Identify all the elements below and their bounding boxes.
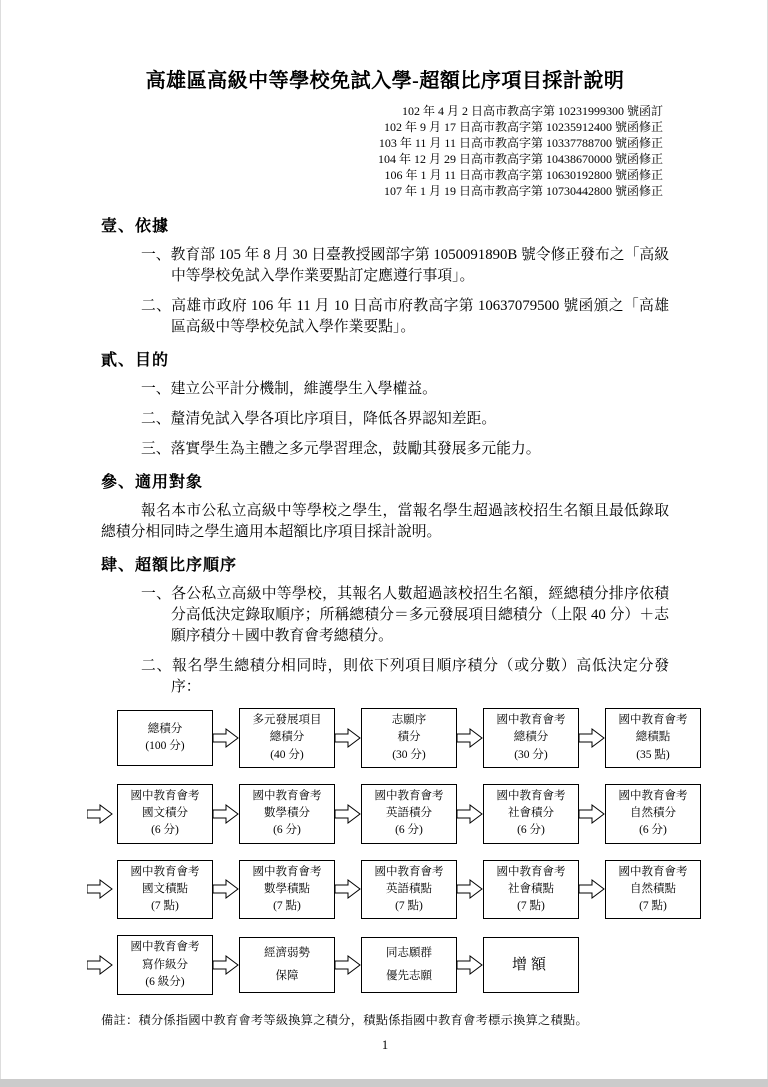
right-arrow-icon (335, 728, 361, 748)
flow-box-social-points: 國中教育會考 社會積點 (7 點) (483, 860, 579, 920)
right-arrow-icon (457, 955, 483, 975)
flow-row (117, 935, 701, 995)
flow-box-chinese-score: 國中教育會考 國文積分 (6 分) (117, 784, 213, 844)
right-arrow-icon (213, 804, 239, 824)
revision-dates (101, 103, 669, 199)
right-arrow-icon (335, 804, 361, 824)
flow-box-science-points: 國中教育會考 自然積點 (7 點) (605, 860, 701, 920)
list-item: 二、釐清免試入學各項比序項目，降低各界認知差距。 (141, 411, 497, 427)
date-line: 102 年 9 月 17 日高市教高字第 10235912400 號函修正 (383, 120, 663, 134)
right-arrow-icon (579, 879, 605, 899)
flow-box-additional-quota: 增額 (483, 937, 579, 993)
date-line: 106 年 1 月 11 日高市教高字第 10630192800 號函修正 (384, 168, 663, 182)
date-line: 104 年 12 月 29 日高市教高字第 10438670000 號函修正 (377, 152, 663, 166)
flow-box-social-score: 國中教育會考 社會積分 (6 分) (483, 784, 579, 844)
flow-box-preference-order: 志願序 積分 (30 分) (361, 708, 457, 768)
list-item: 一、各公私立高級中等學校，其報名人數超過該校招生名額，經總積分排序依積分高低決定錄取順序；所稱總積分＝多元發展項目總積分（上限 40 分）＋志願序積分＋國中教育會考總積分。 (141, 586, 669, 644)
right-arrow-icon (457, 804, 483, 824)
flow-box-math-points: 國中教育會考 數學積點 (7 點) (239, 860, 335, 920)
date-line: 103 年 11 月 11 日高市教高字第 10337788700 號函修正 (378, 136, 663, 150)
right-arrow-icon (213, 879, 239, 899)
section-heading-basis: 壹、依據 (101, 218, 170, 235)
date-line: 102 年 4 月 2 日高市教高字第 10231999300 號函訂 (401, 104, 663, 118)
priority-flowchart (117, 708, 701, 995)
flow-box-total-score: 總積分 (100 分) (117, 710, 213, 766)
viewer-bottom-edge (0, 1079, 768, 1087)
right-arrow-icon (457, 728, 483, 748)
flow-row (117, 784, 701, 844)
flow-box-exam-total-points: 國中教育會考 總積點 (35 點) (605, 708, 701, 768)
flow-box-economic-disadvantage: 經濟弱勢 保障 (239, 937, 335, 993)
right-arrow-icon (335, 955, 361, 975)
right-arrow-icon (87, 879, 113, 899)
section-heading-applicable: 參、適用對象 (101, 474, 204, 491)
flow-box-english-score: 國中教育會考 英語積分 (6 分) (361, 784, 457, 844)
section-heading-order: 肆、超額比序順序 (101, 557, 238, 574)
flow-box-chinese-points: 國中教育會考 國文積點 (7 點) (117, 860, 213, 920)
right-arrow-icon (579, 804, 605, 824)
flow-row (117, 860, 701, 920)
page-number: 1 (381, 1038, 389, 1052)
flow-box-writing-level: 國中教育會考 寫作級分 (6 級分) (117, 935, 213, 995)
right-arrow-icon (457, 879, 483, 899)
flow-box-exam-total-score: 國中教育會考 總積分 (30 分) (483, 708, 579, 768)
flow-box-multi-development: 多元發展項目 總積分 (40 分) (239, 708, 335, 768)
right-arrow-icon (579, 728, 605, 748)
right-arrow-icon (87, 804, 113, 824)
section-heading-purpose: 貳、目的 (101, 352, 170, 369)
right-arrow-icon (213, 955, 239, 975)
list-item: 三、落實學生為主體之多元學習理念，鼓勵其發展多元能力。 (141, 441, 541, 457)
flow-box-science-score: 國中教育會考 自然積分 (6 分) (605, 784, 701, 844)
list-item: 一、建立公平計分機制，維護學生入學權益。 (141, 381, 437, 397)
list-item: 一、教育部 105 年 8 月 30 日臺教授國部字第 1050091890B 號令修正發布之「高級中等學校免試入學作業要點訂定應遵行事項」。 (141, 247, 669, 284)
page-title: 高雄區高級中等學校免試入學-超額比序項目採計說明 (145, 70, 625, 92)
flow-box-english-points: 國中教育會考 英語積點 (7 點) (361, 860, 457, 920)
right-arrow-icon (87, 955, 113, 975)
footnote: 備註：積分係指國中教育會考等級換算之積分，積點係指國中教育會考標示換算之積點。 (101, 1013, 589, 1027)
flow-row (117, 708, 701, 768)
list-item: 二、高雄市政府 106 年 11 月 10 日高市府教高字第 10637079500 號函頒之「高雄區高級中等學校免試入學作業要點」。 (141, 298, 669, 335)
flow-box-math-score: 國中教育會考 數學積分 (6 分) (239, 784, 335, 844)
right-arrow-icon (213, 728, 239, 748)
date-line: 107 年 1 月 19 日高市教高字第 10730442800 號函修正 (383, 184, 663, 198)
flow-box-same-preference-group: 同志願群 優先志願 (361, 937, 457, 993)
list-item: 二、報名學生總積分相同時，則依下列項目順序積分（或分數）高低決定分發序： (141, 658, 669, 695)
paragraph: 報名本市公私立高級中等學校之學生，當報名學生超過該校招生名額且最低錄取總積分相同時之學生適用本超額比序項目採計說明。 (101, 503, 669, 540)
right-arrow-icon (335, 879, 361, 899)
